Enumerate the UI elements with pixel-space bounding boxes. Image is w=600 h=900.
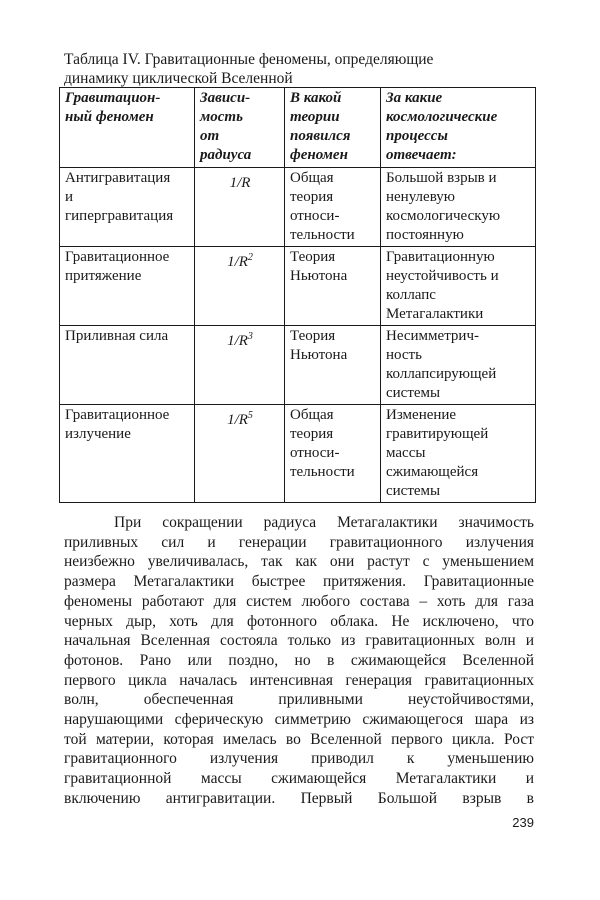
dependence-cell xyxy=(195,168,285,247)
process-line: Большой взрыв и xyxy=(386,170,497,186)
body-line: размера Метагалактики быстрее притяжения. Гравитационные xyxy=(64,573,534,591)
theory-line: теория xyxy=(290,189,334,205)
process-line: коллапсирующей xyxy=(386,366,497,382)
phenomenon-line: Приливная сила xyxy=(65,328,169,344)
dependence-cell xyxy=(195,247,285,326)
process-line: космологическую xyxy=(386,208,501,224)
theory-line: Ньютона xyxy=(290,347,348,363)
dependence-exponent: 5 xyxy=(247,410,253,421)
body-line: черных дыр, хоть для фотонного облака. Не исключено, что xyxy=(64,612,534,630)
theory-cell xyxy=(285,326,381,405)
phenomenon-cell xyxy=(60,247,195,326)
table-caption xyxy=(64,50,534,88)
process-line: гравитирующей xyxy=(386,426,489,442)
process-line: ненулевую xyxy=(386,189,455,205)
dependence-formula: 1/R xyxy=(229,175,251,191)
body-paragraph xyxy=(64,513,534,809)
table-row xyxy=(60,405,536,503)
theory-line: относи- xyxy=(290,445,340,461)
body-line: нарушающими сферическую симметрию сжимающегося шара из xyxy=(64,711,534,729)
body-line: При сокращении радиуса Метагалактики значимость xyxy=(114,514,534,531)
process-line: сжимающейся xyxy=(386,464,479,480)
table-row xyxy=(60,247,536,326)
theory-cell xyxy=(285,168,381,247)
phenomenon-line: притяжение xyxy=(65,268,142,284)
header-line: феномен xyxy=(290,147,348,163)
theory-line: тельности xyxy=(290,227,355,243)
process-line: коллапс xyxy=(386,287,436,303)
header-cell-1 xyxy=(195,88,285,168)
body-line: первого цикла началась интенсивная генерация гравитационных xyxy=(64,671,534,689)
header-line: радиуса xyxy=(200,147,252,163)
process-line: Гравитационную xyxy=(386,249,495,265)
process-cell xyxy=(381,168,536,247)
table-header-row xyxy=(60,88,536,168)
theory-cell xyxy=(285,247,381,326)
body-line: гравитационного излучения приводил к уменьшению xyxy=(64,750,534,768)
theory-line: тельности xyxy=(290,464,355,480)
dependence-formula: 1/R xyxy=(227,412,248,428)
header-cell-0 xyxy=(60,88,195,168)
table-body xyxy=(60,168,536,503)
header-line: процессы xyxy=(386,128,448,144)
phenomenon-line: Гравитационное xyxy=(65,407,170,423)
theory-line: Общая xyxy=(290,170,334,186)
process-line: Несимметрич- xyxy=(386,328,479,344)
dependence-cell xyxy=(195,326,285,405)
process-line: постоянную xyxy=(386,227,464,243)
phenomenon-line: излучение xyxy=(65,426,131,442)
header-line: появился xyxy=(290,128,351,144)
caption-line: Таблица IV. Гравитационные феномены, определяющие xyxy=(64,51,434,68)
phenomena-table xyxy=(59,87,536,503)
header-line: ный феномен xyxy=(65,109,154,125)
body-line: начальная Вселенная состояла только из гравитационных волн и xyxy=(64,632,534,650)
header-line: отвечает: xyxy=(386,147,457,163)
body-line: фотонов. Рано или поздно, но в сжимающейся Вселенной xyxy=(64,651,534,669)
phenomenon-cell xyxy=(60,405,195,503)
body-line: той материи, которая имелась во Вселенной первого цикла. Рост xyxy=(64,730,534,748)
header-line: мость xyxy=(200,109,243,125)
theory-line: теория xyxy=(290,426,334,442)
dependence-exponent: 2 xyxy=(247,252,253,263)
process-line: ность xyxy=(386,347,422,363)
page-number: 239 xyxy=(512,815,534,830)
header-cell-2 xyxy=(285,88,381,168)
theory-line: относи- xyxy=(290,208,340,224)
theory-line: Общая xyxy=(290,407,334,423)
caption-line: динамику циклической Вселенной xyxy=(64,70,293,87)
header-line: теории xyxy=(290,109,340,125)
body-line: волн, обеспеченная приливными неустойчивостями, xyxy=(64,691,534,709)
body-line: гравитационной массы сжимающейся Метагалактики и xyxy=(64,770,534,788)
process-cell xyxy=(381,405,536,503)
phenomenon-line: гипергравитация xyxy=(65,208,174,224)
dependence-cell xyxy=(195,405,285,503)
process-cell xyxy=(381,326,536,405)
dependence-formula: 1/R xyxy=(227,333,248,349)
phenomenon-cell xyxy=(60,168,195,247)
header-line: В какой xyxy=(290,90,342,106)
header-line: Гравитацион- xyxy=(65,90,161,106)
phenomenon-line: и xyxy=(65,189,74,205)
process-line: массы xyxy=(386,445,426,461)
body-line: неизбежно увеличивалась, так как они растут с уменьшением xyxy=(64,553,534,571)
body-line: феномены работают для систем любого состава – хоть для газа xyxy=(64,592,534,610)
process-line: системы xyxy=(386,483,441,499)
header-line: от xyxy=(200,128,220,144)
dependence-exponent: 3 xyxy=(247,331,253,342)
header-cell-3 xyxy=(381,88,536,168)
theory-line: Теория xyxy=(290,249,336,265)
header-line: За какие xyxy=(386,90,443,106)
process-line: системы xyxy=(386,385,441,401)
process-line: Изменение xyxy=(386,407,457,423)
header-line: космологические xyxy=(386,109,498,125)
dependence-formula: 1/R xyxy=(227,254,248,270)
process-cell xyxy=(381,247,536,326)
header-line: Зависи- xyxy=(200,90,251,106)
table-row xyxy=(60,168,536,247)
theory-cell xyxy=(285,405,381,503)
body-line: включению антигравитации. Первый Большой взрыв в xyxy=(64,789,534,807)
process-line: неустойчивость и xyxy=(386,268,499,284)
phenomenon-line: Антигравитация xyxy=(65,170,171,186)
theory-line: Ньютона xyxy=(290,268,348,284)
theory-line: Теория xyxy=(290,328,336,344)
table-row xyxy=(60,326,536,405)
process-line: Метагалактики xyxy=(386,306,484,322)
body-line: приливных сил и генерации гравитационного излучения xyxy=(64,533,534,551)
phenomenon-line: Гравитационное xyxy=(65,249,170,265)
phenomenon-cell xyxy=(60,326,195,405)
